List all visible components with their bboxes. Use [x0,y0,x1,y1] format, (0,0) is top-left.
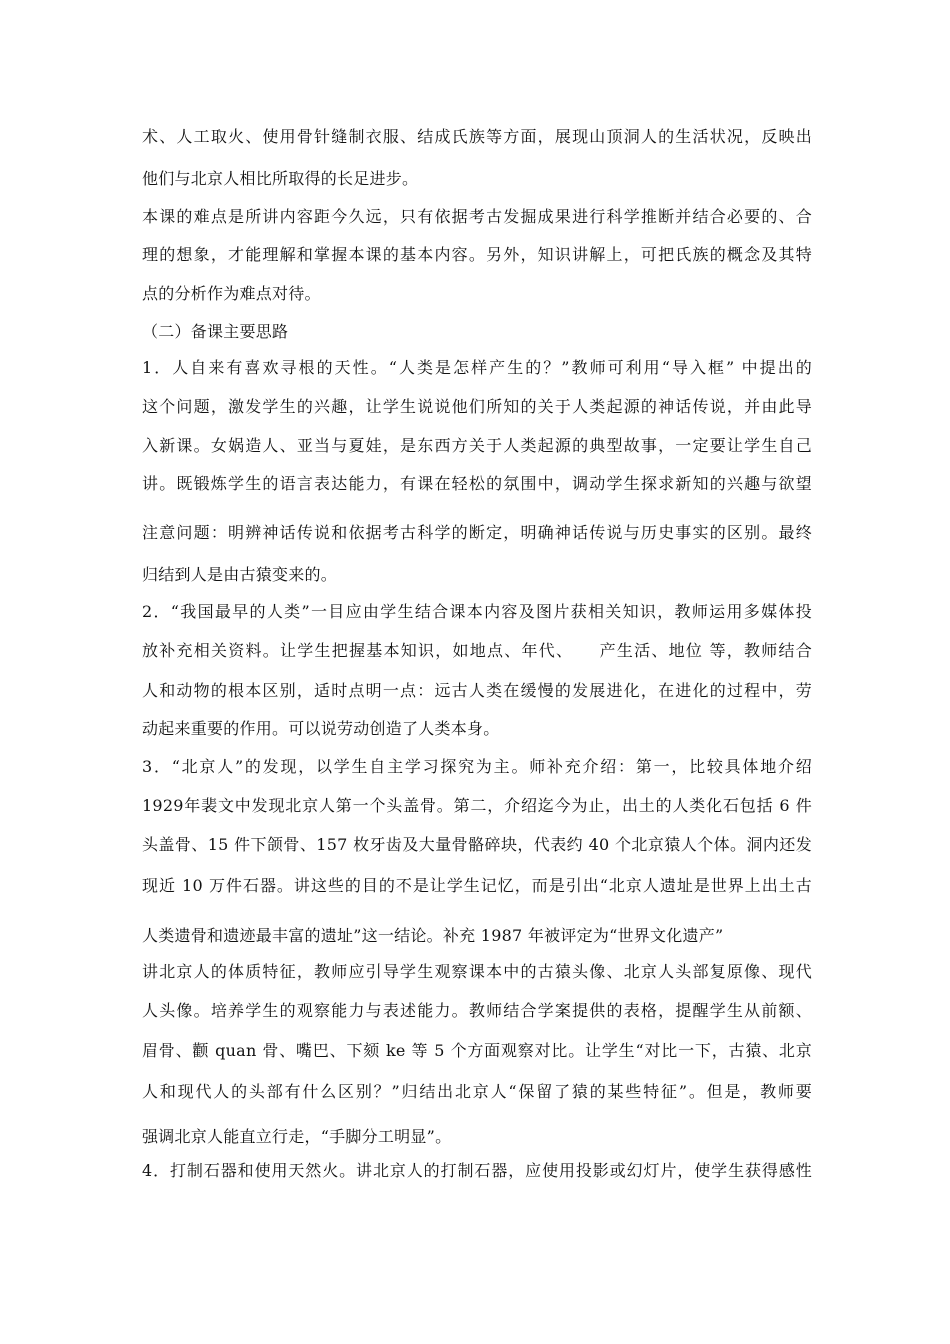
text-line-2: 他们与北京人相比所取得的长足进步。 [142,169,419,188]
text-line-8: 这个问题，激发学生的兴趣，让学生说说他们所知的关于人类起源的神话传说，并由此导 [142,397,812,416]
text-line-5: 点的分析作为难点对待。 [142,284,321,303]
text-line-10: 讲。既锻炼学生的语言表达能力，有课在轻松的氛围中，调动学生探求新知的兴趣与欲望 [142,474,812,493]
text-line-14: 放补充相关资料。让学生把握基本知识，如地点、年代、 产生活、地位 等，教师结合 [142,641,812,660]
text-line-17: 3．“北京人”的发现，以学生自主学习探究为主。师补充介绍：第一，比较具体地介绍 [142,757,812,776]
text-line-23: 人头像。培养学生的观察能力与表述能力。教师结合学案提供的表格，提醒学生从前额、 [142,1001,812,1020]
text-line-12: 归结到人是由古猿变来的。 [142,565,338,584]
text-line-27: 4．打制石器和使用天然火。讲北京人的打制石器，应使用投影或幻灯片，使学生获得感性 [142,1161,812,1180]
text-line-26: 强调北京人能直立行走，“手脚分工明显”。 [142,1127,452,1146]
text-line-21: 人类遗骨和遗迹最丰富的遗址”这一结论。补充 1987 年被评定为“世界文化遗产” [142,926,724,945]
text-line-4: 理的想象，才能理解和掌握本课的基本内容。另外，知识讲解上，可把氏族的概念及其特 [142,245,812,264]
text-line-11: 注意问题：明辨神话传说和依据考古科学的断定，明确神话传说与历史事实的区别。最终 [142,523,812,542]
section-heading: （二）备课主要思路 [142,322,289,341]
text-line-24: 眉骨、颧 quan 骨、嘴巴、下颏 ke 等 5 个方面观察对比。让学生“对比一下，古猿、北京 [142,1041,812,1060]
text-line-9: 入新课。女娲造人、亚当与夏娃，是东西方关于人类起源的典型故事，一定要让学生自己 [142,436,812,455]
text-line-3: 本课的难点是所讲内容距今久远，只有依据考古发掘成果进行科学推断并结合必要的、合 [142,207,812,226]
text-line-20: 现近 10 万件石器。讲这些的目的不是让学生记忆，而是引出“北京人遗址是世界上出土古 [142,876,812,895]
text-line-22: 讲北京人的体质特征，教师应引导学生观察课本中的古猿头像、北京人头部复原像、现代 [142,962,812,981]
text-line-13: 2．“我国最早的人类”一目应由学生结合课本内容及图片获相关知识，教师运用多媒体投 [142,602,812,621]
text-line-18: 1929年裴文中发现北京人第一个头盖骨。第二，介绍迄今为止，出土的人类化石包括 6 件 [142,796,812,815]
text-line-19: 头盖骨、15 件下颌骨、157 枚牙齿及大量骨骼碎块，代表约 40 个北京猿人个体。洞内还发 [142,835,812,854]
text-line-1: 术、人工取火、使用骨针缝制衣服、结成氏族等方面，展现山顶洞人的生活状况，反映出 [142,127,812,146]
text-line-7: 1．人自来有喜欢寻根的天性。“人类是怎样产生的？”教师可利用“导入框” 中提出的 [142,358,812,377]
text-line-16: 动起来重要的作用。可以说劳动创造了人类本身。 [142,719,500,738]
text-line-25: 人和现代人的头部有什么区别？”归结出北京人“保留了猿的某些特征”。但是，教师要 [142,1082,812,1101]
text-line-15: 人和动物的根本区别，适时点明一点：远古人类在缓慢的发展进化，在进化的过程中，劳 [142,681,812,700]
